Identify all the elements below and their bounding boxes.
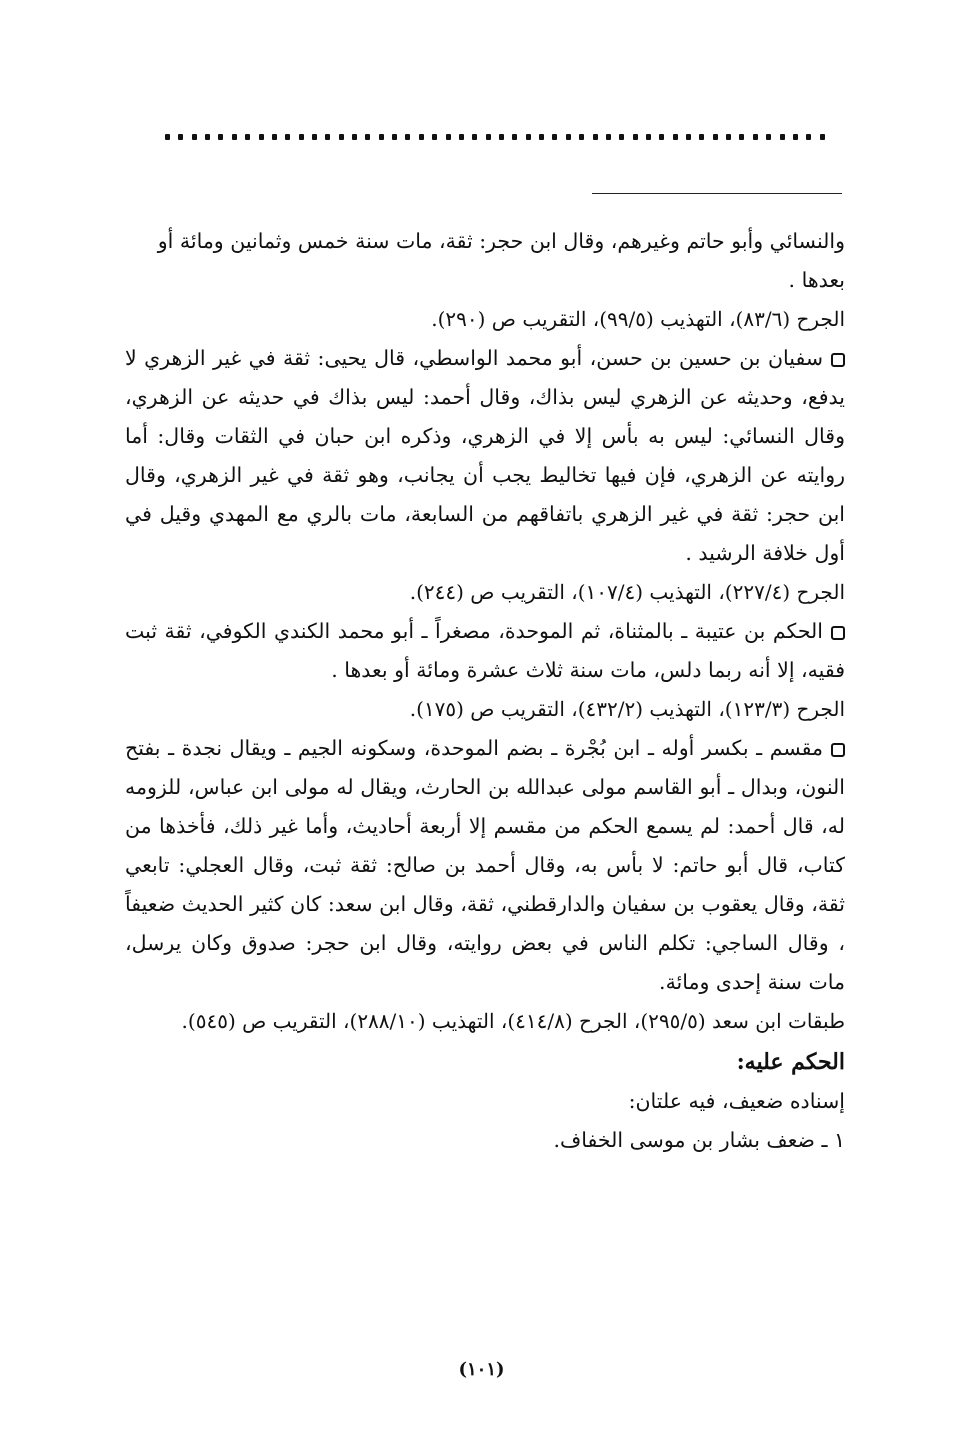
narrator-entry-text: مقسم ـ بكسر أوله ـ ابن بُجْرة ـ بضم الموحدة، وسكونه الجيم ـ ويقال نجدة ـ بفتح النون، وبدال ـ أبو القاسم مولى عبدالله بن الحارث، ويقال له مولى ابن عباس، للزومه له، قال أحمد: لم يسمع الحكم من مقسم إلا أربعة أحاديث، وأما غير ذلك، فأخذها من كتاب، قال أبو حاتم: لا بأس به، وقال أحمد بن صالح: ثقة ثبت، وقال العجلي: تابعي ثقة، وقال يعقوب بن سفيان والدارقطني، ثقة، وقال ابن سعد: كان كثير الحديث ضعيفاً ، وقال الساجي: تكلم الناس في بعض روايته، وقال ابن حجر: صدوق وكان يرسل، مات سنة إحدى ومائة. [125,736,845,994]
header-dotted-ornament [165,126,825,148]
narrator-entry [125,339,845,573]
footnote-line: بعدها . [788,268,845,292]
narrator-entry-text: الحكم بن عتيبة ـ بالمثناة، ثم الموحدة، مصغراً ـ أبو محمد الكندي الكوفي، ثقة ثبت فقيه، إلا أنه ربما دلس، مات سنة ثلاث عشرة ومائة أو بعدها . [125,619,845,682]
checkbox-bullet-icon [831,353,845,367]
ruling-line: ١ ـ ضعف بشار بن موسى الخفاف. [553,1128,845,1152]
footnote-separator [592,193,842,194]
narrator-entry [125,729,845,1002]
footnote-reference: الجرح (٨٣/٦)، التهذيب (٩٩/٥)، التقريب ص (٢٩٠). [431,307,845,331]
page-number: (١٠١) [458,1359,505,1380]
footnotes-body [125,222,845,1160]
checkbox-bullet-icon [831,626,845,640]
narrator-entry [125,612,845,690]
narrator-reference: طبقات ابن سعد (٢٩٥/٥)، الجرح (٤١٤/٨)، التهذيب (٢٨٨/١٠)، التقريب ص (٥٤٥). [181,1009,845,1033]
ruling-line: إسناده ضعيف، فيه علتان: [628,1089,845,1113]
narrator-entry-text: سفيان بن حسين بن حسن، أبو محمد الواسطي، قال يحيى: ثقة في غير الزهري لا يدفع، وحديثه عن الزهري ليس بذاك، وقال أحمد: ليس بذاك في حديثه عن الزهري، وقال النسائي: ليس به بأس إلا في الزهري، وذكره ابن حبان في الثقات وقال: أما روايته عن الزهري، فإن فيها تخاليط يجب أن يجانب، وهو ثقة في غير الزهري، وقال ابن حجر: ثقة في غير الزهري باتفاقهم من السابعة، مات بالري مع المهدي وقيل في أول خلافة الرشيد . [125,346,845,565]
ruling-heading: الحكم عليه: [736,1049,845,1075]
narrator-reference: الجرح (٢٢٧/٤)، التهذيب (١٠٧/٤)، التقريب ص (٢٤٤). [409,580,845,604]
footnote-line: والنسائي وأبو حاتم وغيرهم، وقال ابن حجر: ثقة، مات سنة خمس وثمانين ومائة أو [157,229,845,253]
narrator-reference: الجرح (١٢٣/٣)، التهذيب (٤٣٢/٢)، التقريب ص (١٧٥). [409,697,845,721]
checkbox-bullet-icon [831,743,845,757]
